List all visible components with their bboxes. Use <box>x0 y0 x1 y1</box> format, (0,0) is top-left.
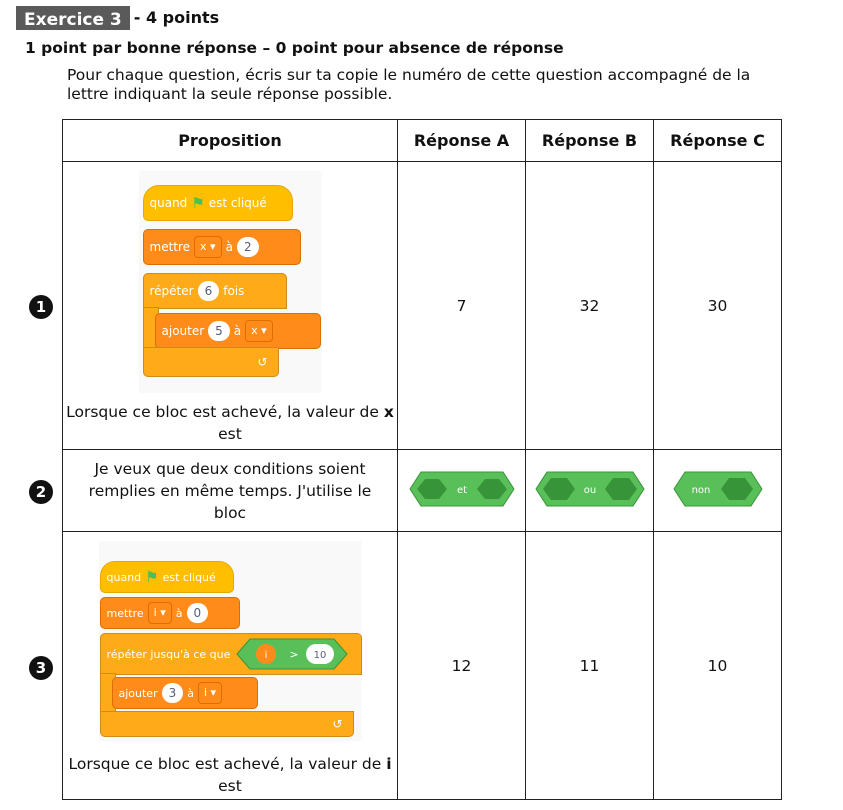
svg-text:10: 10 <box>314 650 327 661</box>
answer-a-2 <box>398 450 526 532</box>
variable-dropdown: i ▾ <box>148 602 172 624</box>
not-operator-block <box>673 470 763 508</box>
scratch-script-3 <box>99 541 362 741</box>
answer-b-2 <box>526 450 654 532</box>
table-row <box>63 532 782 800</box>
set-variable-block: mettre i ▾ à 0 <box>100 597 240 629</box>
repeat-footer <box>143 347 279 377</box>
change-variable-block: ajouter 5 à x ▾ <box>155 313 321 349</box>
proposition-text-2: Je veux que deux conditions soient remplies en même temps. J'utilise le bloc <box>88 459 372 522</box>
question-number-1: 1 <box>29 295 53 319</box>
when-flag-clicked-block: quand ⚑ est cliqué <box>100 561 234 593</box>
variable-dropdown: x ▾ <box>245 320 273 342</box>
variable-dropdown: x ▾ <box>194 236 222 258</box>
proposition-text-3: Lorsque ce bloc est achevé, la valeur de i est <box>68 755 392 795</box>
svg-text:i: i <box>265 650 268 661</box>
proposition-text-1: Lorsque ce bloc est achevé, la valeur de x est <box>66 402 394 443</box>
proposition-cell-1 <box>63 162 398 450</box>
table-row <box>63 162 782 450</box>
loop-arrow-icon: ↺ <box>332 717 343 731</box>
scratch-script-1 <box>139 171 322 393</box>
value-input: 0 <box>187 603 209 623</box>
proposition-cell-2 <box>63 450 398 532</box>
question-table <box>62 119 782 800</box>
set-variable-block: mettre x ▾ à 2 <box>143 229 301 265</box>
when-flag-clicked-block: quand ⚑ est cliqué <box>143 185 293 221</box>
instructions: Pour chaque question, écris sur ta copie le numéro de cette question accompagné de la lettre indiquant la seule réponse possible. <box>67 66 751 103</box>
svg-text:>: > <box>289 648 300 661</box>
add-value-input: 3 <box>162 683 184 703</box>
add-value-input: 5 <box>208 321 230 341</box>
header-answer-b: Réponse B <box>526 120 654 162</box>
repeat-count-input: 6 <box>198 281 220 301</box>
header-answer-a: Réponse A <box>398 120 526 162</box>
repeat-block: répéter 6 fois <box>143 273 287 309</box>
exercise-badge: Exercice 3 <box>16 6 130 30</box>
or-operator-block <box>535 470 645 508</box>
answer-c-2 <box>654 450 782 532</box>
answer-a-3: 12 <box>398 532 526 800</box>
table-row <box>63 450 782 532</box>
exercise-title <box>16 5 219 30</box>
greater-than-operator <box>236 638 348 670</box>
and-label: et <box>456 484 467 496</box>
variable-dropdown: i ▾ <box>198 682 222 704</box>
header-answer-c: Réponse C <box>654 120 782 162</box>
repeat-footer <box>100 711 354 737</box>
and-operator-block <box>409 470 515 508</box>
or-label: ou <box>583 484 596 496</box>
answer-c-1: 30 <box>654 162 782 450</box>
header-proposition: Proposition <box>63 120 398 162</box>
green-flag-icon: ⚑ <box>145 568 159 586</box>
question-number-2: 2 <box>29 480 53 504</box>
answer-a-1: 7 <box>398 162 526 450</box>
proposition-cell-3 <box>63 532 398 800</box>
answer-b-3: 11 <box>526 532 654 800</box>
not-label: non <box>691 484 710 496</box>
repeat-until-block: répéter jusqu'à ce que i > 10 <box>100 633 362 675</box>
exercise-points: - 4 points <box>133 8 220 27</box>
value-input: 2 <box>237 237 259 257</box>
question-number-3: 3 <box>29 656 53 680</box>
green-flag-icon: ⚑ <box>191 193 205 212</box>
answer-b-1: 32 <box>526 162 654 450</box>
change-variable-block: ajouter 3 à i ▾ <box>112 677 258 709</box>
table-header-row <box>63 120 782 162</box>
scoring-rule: 1 point par bonne réponse – 0 point pour absence de réponse <box>25 39 564 57</box>
loop-arrow-icon: ↺ <box>257 354 268 369</box>
answer-c-3: 10 <box>654 532 782 800</box>
